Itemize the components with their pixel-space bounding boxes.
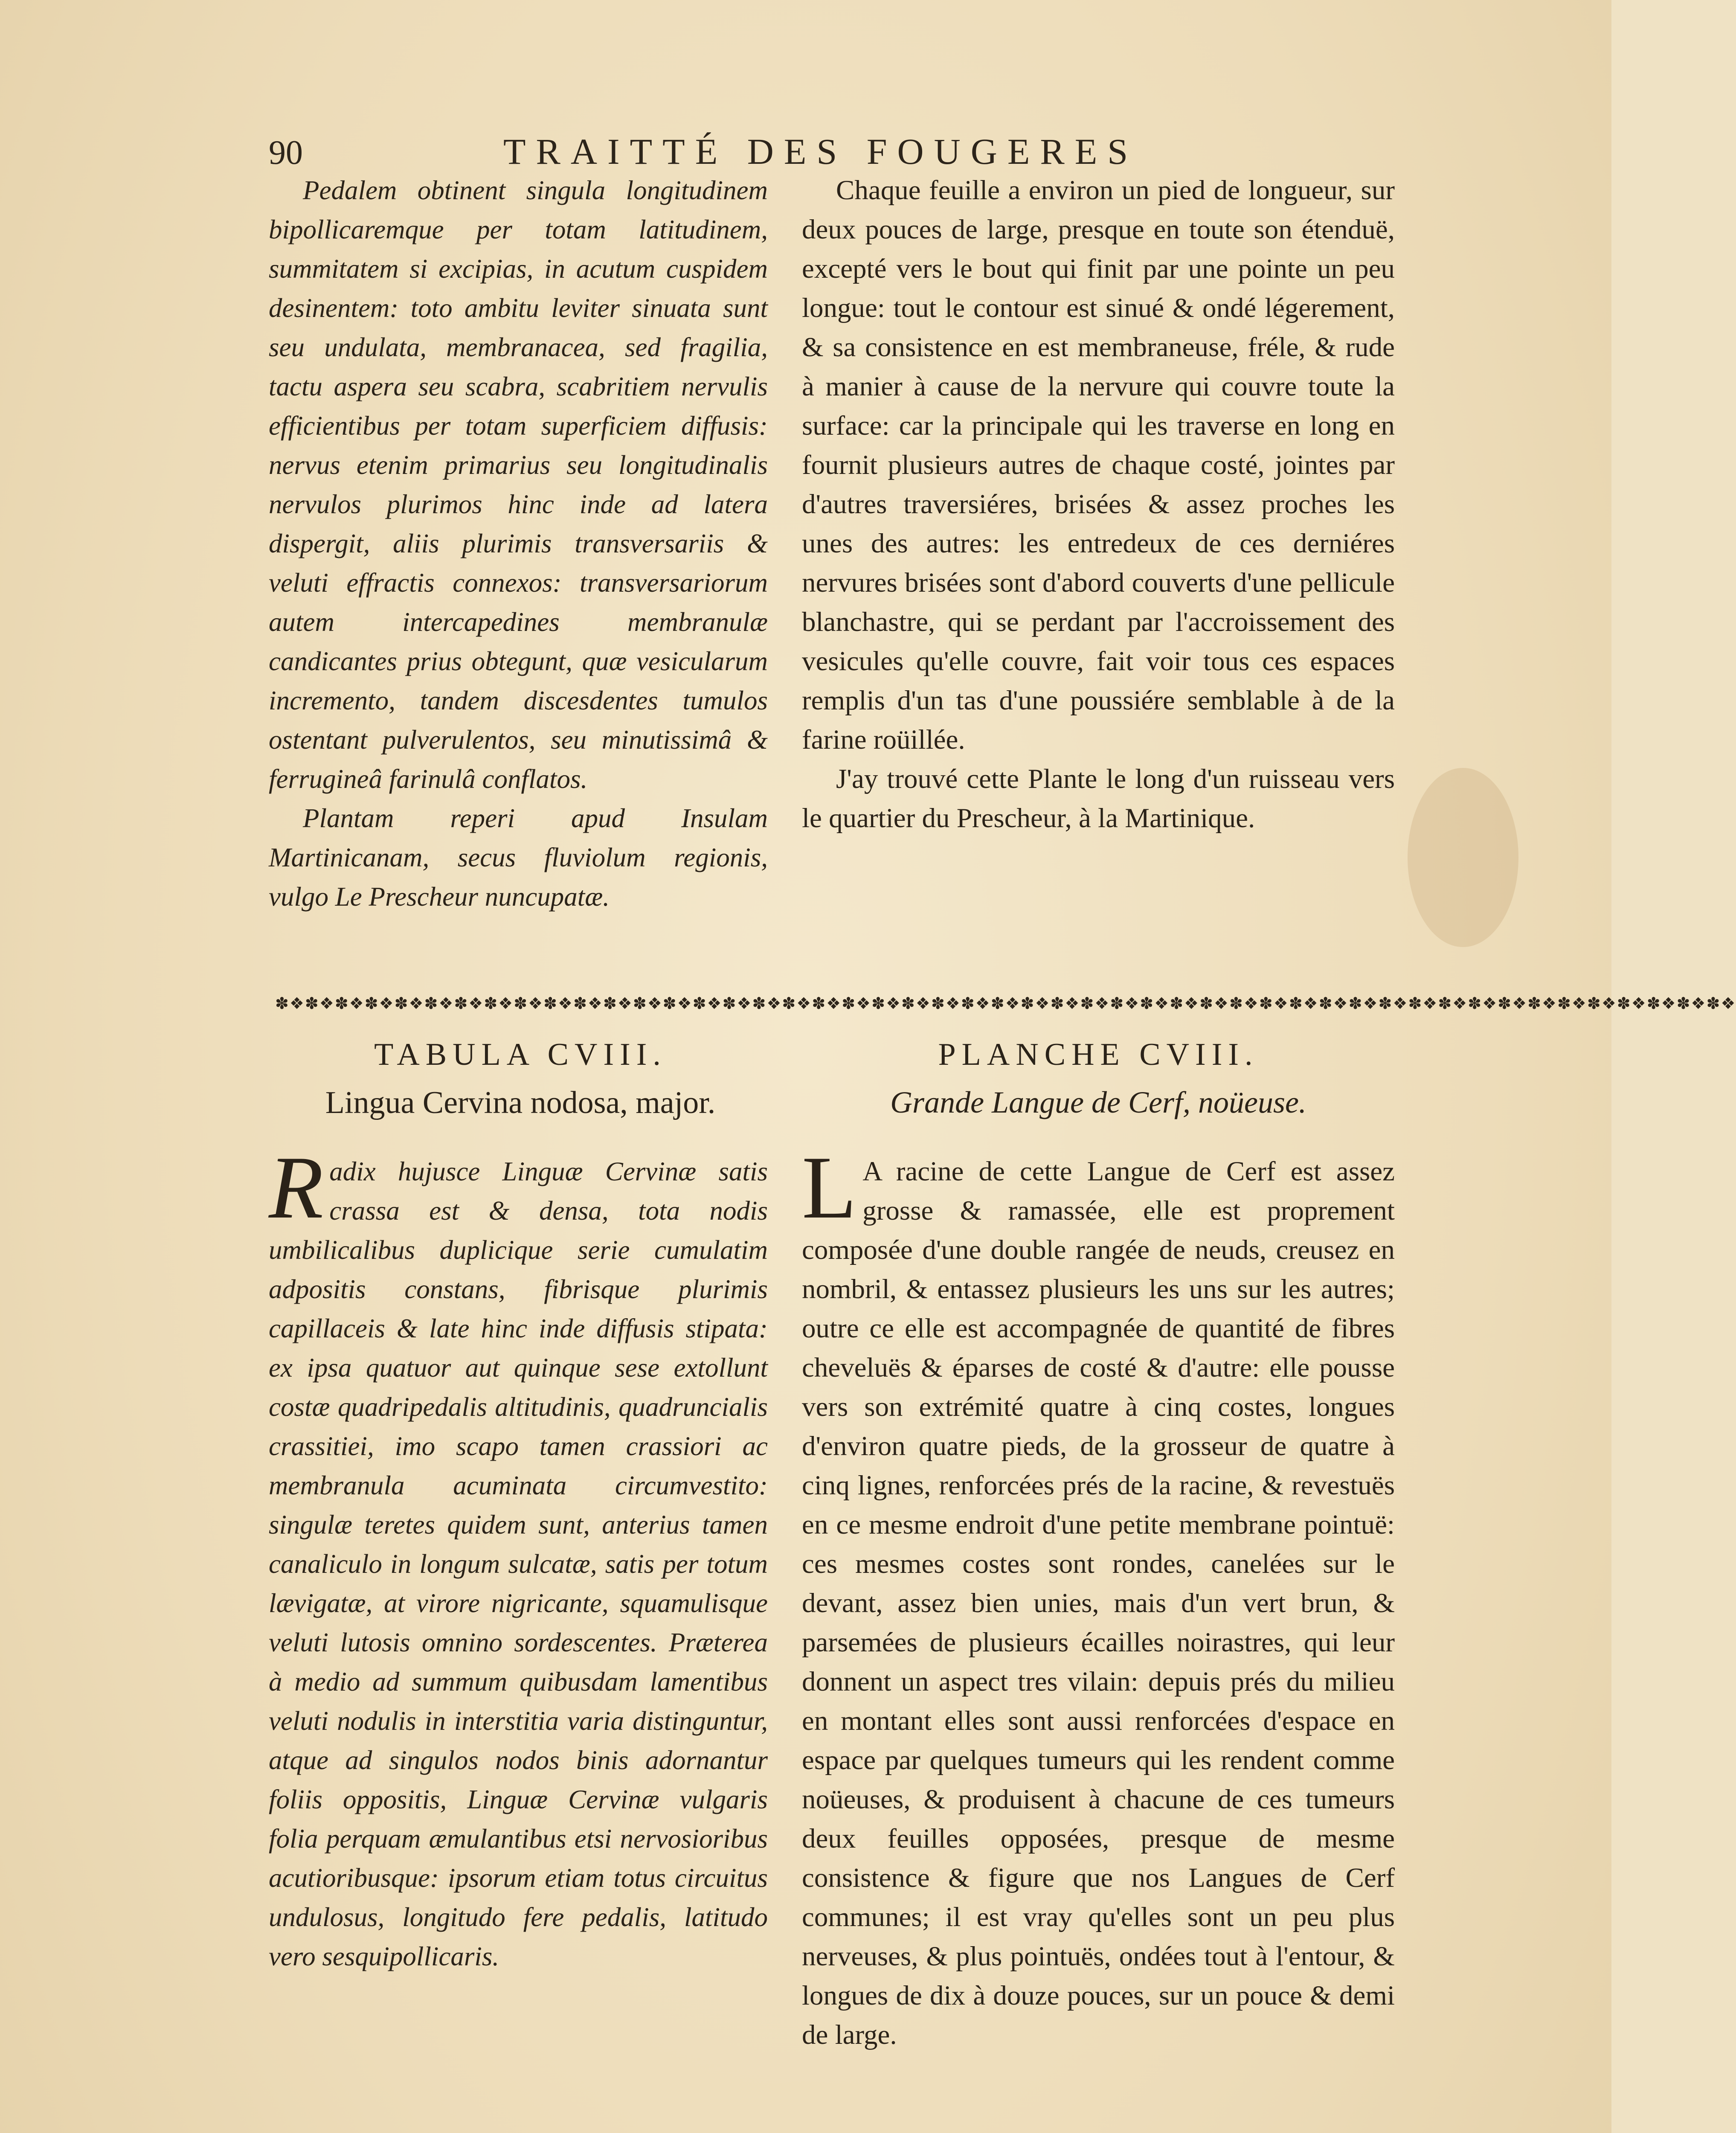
french-paragraph: J'ay trouvé cette Plante le long d'un ruisseau vers le quartier du Prescheur, à la Martinique. (802, 764, 1395, 834)
latin-plate-text: adix hujusce Linguæ Cervinæ satis crassa est & densa, tota nodis umbilicalibus duplicique serie cumulatim adpositis constans, fibrisque plurimis capillaceis & late hinc inde diffusis stipata: ex ipsa quatuor aut quinque sese extollunt costæ quadripedalis altitudinis, quadruncialis crassitiei, imo scapo tamen crassiori ac membranula acuminata circumvestito: singulæ teretes quidem sunt, anterius tamen canaliculo in longum sulcatæ, satis per totum lævigatæ, at virore nigricante, squamulisque veluti lutosis omnino sordescentes. Præterea à medio ad summum quibusdam lamentibus veluti nodulis in interstitia varia distinguntur, atque ad singulos nodos binis adornantur foliis oppositis, Linguæ Cervinæ vulgaris folia perquam æmulantibus etsi nervosioribus acutioribusque: ipsorum etiam totus circuitus undulosus, longitudo fere pedalis, latitudo vero sesquipollicaris. (269, 1157, 768, 1971)
running-title: TRAITTÉ DES FOUGERES (503, 131, 1138, 172)
drop-capital: L (802, 1138, 857, 1237)
latin-paragraph: Plantam reperi apud Insulam Martinicanam, secus fluviolum regionis, vulgo Le Prescheur nuncupatæ. (269, 803, 768, 912)
page-number: 90 (269, 134, 303, 171)
drop-capital: R (269, 1138, 324, 1237)
ornamental-divider: ✽❖✽❖✽❖✽❖✽❖✽❖✽❖✽❖✽❖✽❖✽❖✽❖✽❖✽❖✽❖✽❖✽❖✽❖✽❖✽❖✽❖✽❖✽❖✽❖✽❖✽❖✽❖✽❖✽❖✽❖✽❖✽❖✽❖✽❖✽❖✽❖✽❖✽❖✽❖✽❖✽❖✽❖✽❖✽❖✽❖✽❖✽❖✽❖✽❖ (275, 994, 1736, 1013)
french-plate-heading (802, 1037, 1395, 1120)
plate-label-french: PLANCHE CVIII. (938, 1037, 1259, 1072)
latin-paragraph: Pedalem obtinent singula longitudinem bipollicaremque per totam latitudinem, summitatem si excipias, in acutum cuspidem desinentem: toto ambitu leviter sinuata sunt seu undulata, membranacea, sed fragilia, tactu aspera seu scabra, scabritiem nervulis efficientibus per totam superficiem diffusis: nervus etenim primarius seu longitudinalis nervulos plurimos hinc inde ad latera dispergit, aliis plurimis transversariis & veluti effractis connexos: transversariorum autem intercapedines membranulæ candicantes prius obtegunt, quæ vesicularum incremento, tandem discesdentes tumulos ostentant pulverulentos, seu minutissimâ & ferrugineâ farinulâ conflatos. (269, 175, 768, 794)
plant-name-latin: Lingua Cervina nodosa, major. (325, 1085, 716, 1120)
latin-plate-heading (269, 1037, 772, 1121)
plate-label-latin: TABULA CVIII. (374, 1037, 667, 1072)
french-paragraph: Chaque feuille a environ un pied de longueur, sur deux pouces de large, presque en toute son étenduë, excepté vers le bout qui finit par une pointe un peu longue: tout le contour est sinué & ondé légerement, & sa consistence en est membraneuse, fréle, & rude à manier à cause de la nervure qui couvre toute la surface: car la principale qui les traverse en long en fournit plusieurs autres de chaque costé, jointes par d'autres traversiéres, brisées & assez proches les unes des autres: les entredeux de ces derniéres nervures brisées sont d'abord couverts d'une pellicule blanchastre, qui se perdant par l'accroissement des vesicules qu'elle couvre, fait voir tous ces espaces remplis d'un tas d'une poussiére semblable à de la farine roüillée. (802, 175, 1395, 755)
plant-name-french: Grande Langue de Cerf, noüeuse. (890, 1085, 1306, 1119)
page-header (0, 130, 1611, 177)
french-plate-description (802, 1138, 1395, 2055)
french-plate-text: A racine de cette Langue de Cerf est assez grosse & ramassée, elle est proprement composée d'une double rangée de neuds, creusez en nombril, & entassez plusieurs les uns sur les autres; outre ce elle est accompagnée de quantité de fibres cheveluës & éparses de costé & d'autre: elle pousse vers son extrémité quatre à cinq costes, longues d'environ quatre pieds, de la grosseur de quatre à cinq lignes, renforcées prés de la racine, & revestuës en ce mesme endroit d'une petite membrane pointuë: ces mesmes costes sont rondes, canelées sur le devant, assez bien unies, mais d'un vert brun, & parsemées de plusieurs écailles noirastres, qui leur donnent un aspect tres vilain: depuis prés du milieu en montant elles sont aussi renforcées d'espace en espace par quelques tumeurs qui les rendent comme noüeuses, & produisent à chacune de ces tumeurs deux feuilles opposées, presque de mesme consistence & figure que nos Langues de Cerf communes; il est vray qu'elles sont un peu plus nerveuses, & plus pointuës, ondées tout à l'entour, & longues de dix à douze pouces, sur un pouce & demi de large. (802, 1156, 1395, 2050)
latin-plate-description (269, 1138, 768, 1976)
latin-description-top (269, 171, 768, 916)
paper-stain (1408, 768, 1518, 947)
french-description-top (802, 171, 1395, 838)
